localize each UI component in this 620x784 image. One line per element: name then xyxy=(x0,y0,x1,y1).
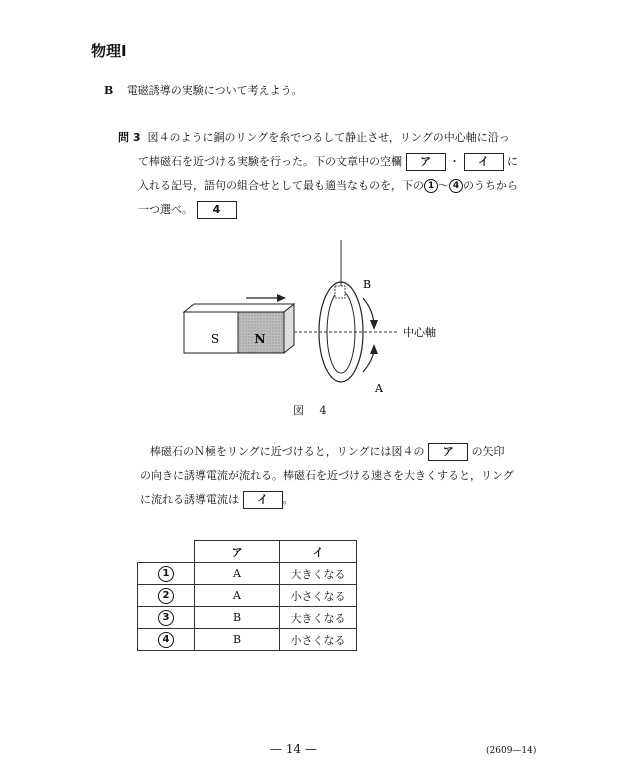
section-heading xyxy=(104,82,303,98)
row-number: 1 xyxy=(158,566,174,582)
motion-arrow-head xyxy=(277,294,286,302)
table-header-row xyxy=(138,541,357,563)
question-text xyxy=(118,126,530,222)
question-line4-text: 一つ選べ。 xyxy=(138,203,193,216)
page-number: — 14 — xyxy=(270,742,317,756)
question-label: 問 3 xyxy=(118,131,141,144)
table-corner xyxy=(138,541,195,563)
table-row xyxy=(138,607,357,629)
table-cell-a: B xyxy=(195,629,280,651)
table-cell-i: 大きくなる xyxy=(280,563,357,585)
question-line3-end: のうちから xyxy=(463,179,518,192)
question-line2-text: て棒磁石を近づける実験を行った。下の文章中の空欄 xyxy=(138,155,402,168)
table-cell-a: A xyxy=(195,585,280,607)
para-blank-a: ア xyxy=(428,443,468,461)
table-header-i: イ xyxy=(280,541,357,563)
para-line1-text: 棒磁石のＮ極をリングに近づけると，リングには図４の xyxy=(150,445,425,458)
answer-box: 4 xyxy=(197,201,237,219)
s-label: S xyxy=(210,332,220,346)
question-line-2 xyxy=(118,150,530,174)
table-cell-i: 大きくなる xyxy=(280,607,357,629)
table-cell-a: B xyxy=(195,607,280,629)
choice-circle-1: 1 xyxy=(424,179,438,193)
table-header-a: ア xyxy=(195,541,280,563)
figure-4-diagram xyxy=(170,240,450,400)
separator: ・ xyxy=(449,155,460,168)
para-line-2: の向きに誘導電流が流れる。棒磁石を近づける速さを大きくすると，リング xyxy=(140,469,514,482)
section-title: 電磁誘導の実験について考えよう。 xyxy=(126,84,303,97)
arrow-a-head xyxy=(370,344,378,354)
figure-caption: 図 4 xyxy=(293,404,333,417)
question-line2-end: に xyxy=(507,155,518,168)
question-line1-text: 図４のように銅のリングを糸でつるして静止させ，リングの中心軸に沿っ xyxy=(147,131,510,144)
blank-box-a: ア xyxy=(406,153,446,171)
choice-circle-4: 4 xyxy=(449,179,463,193)
arrow-b-head xyxy=(370,320,378,330)
question-line-1 xyxy=(118,126,530,150)
para-line3-text: に流れる誘導電流は xyxy=(140,493,239,506)
para-line-3 xyxy=(140,488,530,512)
document-code: (2609—14) xyxy=(486,746,537,756)
row-number: 4 xyxy=(158,632,174,648)
table-cell-i: 小さくなる xyxy=(280,585,357,607)
row-number: 2 xyxy=(158,588,174,604)
para-line3-end: 。 xyxy=(282,493,294,506)
magnet-top-face xyxy=(184,304,294,312)
table-cell-a: A xyxy=(195,563,280,585)
tilde: 〜 xyxy=(438,179,449,192)
explanation-paragraph xyxy=(140,440,530,512)
para-line1-end: の矢印 xyxy=(471,445,505,458)
para-line-1 xyxy=(140,440,530,464)
arrow-a-label: A xyxy=(375,382,383,395)
question-line-4 xyxy=(118,198,530,222)
magnet-end-face xyxy=(284,304,294,353)
blank-box-i: イ xyxy=(464,153,504,171)
center-axis-label: 中心軸 xyxy=(403,326,436,339)
section-letter: B xyxy=(104,84,114,97)
row-number: 3 xyxy=(158,610,174,626)
table-row xyxy=(138,585,357,607)
subject-title: 物理Ⅰ xyxy=(91,42,127,60)
question-line3-text: 入れる記号，語句の組合せとして最も適当なものを，下の xyxy=(138,179,424,192)
table-cell-i: 小さくなる xyxy=(280,629,357,651)
arrow-b-label: B xyxy=(363,278,372,291)
question-line-3 xyxy=(118,174,530,198)
table-row xyxy=(138,563,357,585)
answer-table xyxy=(137,540,357,651)
ring-attachment xyxy=(335,286,345,298)
n-label: N xyxy=(254,332,266,346)
para-blank-i: イ xyxy=(243,491,283,509)
table-row xyxy=(138,629,357,651)
